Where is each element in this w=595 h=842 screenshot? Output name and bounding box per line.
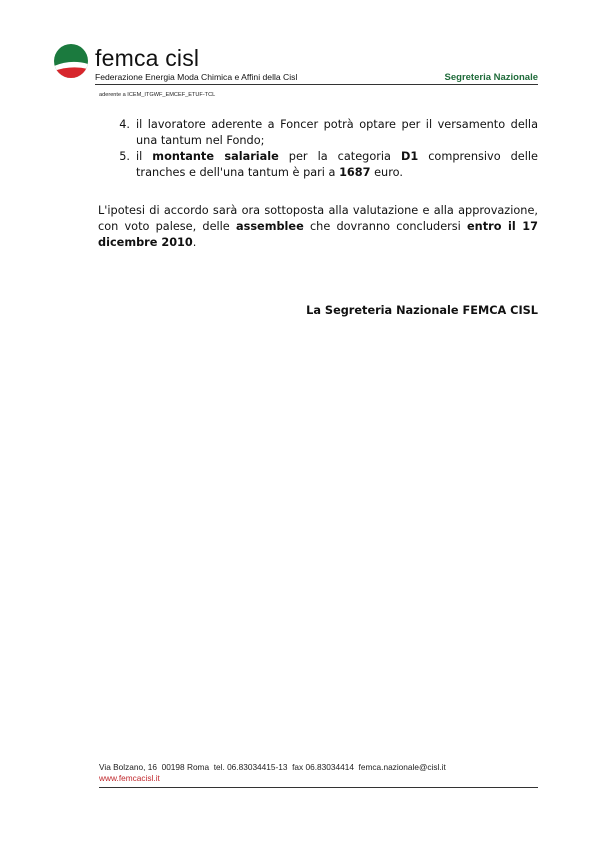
text-run: L'ipotesi di accordo sarà ora sottoposta alla valutazione e alla approvazione, con voto palese, delle (98, 204, 538, 233)
list-item-text (136, 117, 538, 149)
footer-divider (99, 787, 538, 788)
text-run: . (192, 236, 197, 249)
signature: La Segreteria Nazionale FEMCA CISL (306, 304, 538, 317)
numbered-list (98, 117, 538, 181)
femca-cisl-logo-icon (54, 44, 88, 78)
text-run: per la categoria (278, 150, 401, 163)
text-run: euro. (370, 166, 403, 179)
list-item-number: 4. (119, 118, 130, 131)
text-run: il lavoratore aderente a Foncer potrà optare per il versamento della una tantum nel Fondo; (136, 118, 538, 147)
body-paragraph (98, 203, 538, 251)
text-run: comprensivo delle tranches e dell'una tantum è pari a (136, 150, 538, 179)
list-item (98, 117, 538, 149)
affiliation-note: aderente a ICEM_ITGWF_EMCEF_ETUF-TCL (99, 92, 216, 98)
list-item (98, 149, 538, 181)
list-item-number: 5. (119, 150, 130, 163)
list-item-text (136, 149, 538, 181)
bold-text: 1687 (339, 166, 371, 179)
federation-name: Federazione Energia Moda Chimica e Affini della Cisl (95, 72, 298, 82)
bold-text: D1 (400, 150, 419, 163)
footer-address: Via Bolzano, 16 00198 Roma tel. 06.83034415-13 fax 06.83034414 femca.nazionale@cisl.it (99, 762, 446, 772)
office-label: Segreteria Nazionale (444, 72, 538, 83)
text-run: il (136, 150, 153, 163)
brand-name: femca cisl (95, 45, 200, 71)
text-run: che dovranno concludersi (303, 220, 468, 233)
footer-website-link[interactable]: www.femcacisl.it (99, 773, 160, 783)
bold-text: assemblee (235, 220, 304, 233)
bold-text: montante salariale (152, 150, 279, 163)
header-divider (95, 84, 538, 85)
bold-text: entro il 17 dicembre 2010 (98, 220, 538, 249)
